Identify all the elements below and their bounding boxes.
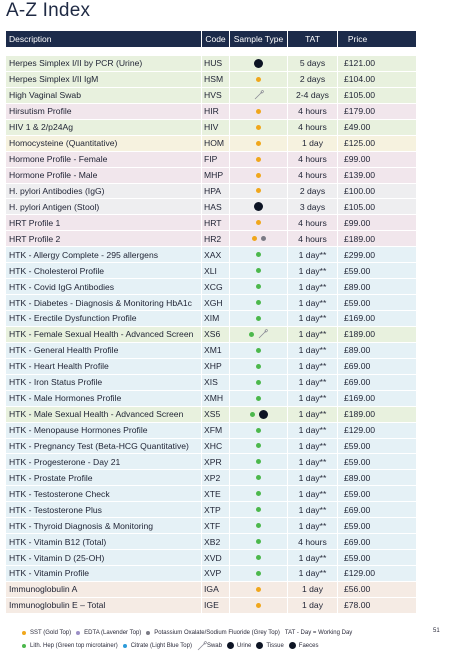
- sample-type-cell: [230, 72, 288, 87]
- sample-type-cell: [230, 104, 288, 119]
- test-description: HTK - Diabetes - Diagnosis & Monitoring HbA1c: [6, 295, 202, 310]
- table-row: [6, 566, 416, 582]
- legend-line-2: [22, 639, 432, 652]
- sample-type-cell: [230, 582, 288, 597]
- sst-gold-top-icon: [252, 236, 257, 241]
- sample-type-cell: [230, 120, 288, 135]
- test-price: £299.00: [344, 249, 376, 260]
- table-row: [6, 327, 416, 343]
- faeces-icon: [254, 202, 263, 211]
- test-code: MHP: [202, 168, 230, 183]
- test-description: HTK - Thyroid Diagnosis & Monitoring: [6, 518, 202, 533]
- test-description: Immunoglobulin E – Total: [6, 598, 202, 613]
- table-row: [6, 391, 416, 407]
- test-price: £104.00: [344, 74, 376, 85]
- sample-type-cell: [230, 311, 288, 326]
- table-row: [6, 311, 416, 327]
- test-code: XTP: [202, 502, 230, 517]
- sample-type-cell: [230, 454, 288, 469]
- urine-icon: [227, 642, 234, 649]
- test-description: HTK - Cholesterol Profile: [6, 263, 202, 278]
- grey-top-icon: [261, 236, 266, 241]
- test-price: £139.00: [344, 170, 376, 181]
- lith-hep-green-top-icon: [256, 268, 261, 273]
- legend-label: TAT - Day = Working Day: [284, 629, 353, 636]
- test-code: XP2: [202, 470, 230, 485]
- sst-gold-top-icon: [256, 587, 261, 592]
- table-row: [6, 470, 416, 486]
- turnaround-time: 1 day**: [288, 279, 338, 294]
- lith-hep-green-top-icon: [249, 332, 254, 337]
- test-code: HR2: [202, 231, 230, 246]
- test-code: XHC: [202, 439, 230, 454]
- legend-label: Swab: [206, 642, 222, 649]
- sample-type-cell: [230, 550, 288, 565]
- turnaround-time: 1 day**: [288, 327, 338, 342]
- sample-type-cell: [230, 152, 288, 167]
- lith-hep-green-top-icon: [256, 284, 261, 289]
- test-code: XFM: [202, 423, 230, 438]
- turnaround-time: 1 day**: [288, 391, 338, 406]
- table-row: [6, 168, 416, 184]
- turnaround-time: 1 day**: [288, 439, 338, 454]
- legend-item: [146, 630, 280, 636]
- test-description: Herpes Simplex I/II IgM: [6, 72, 202, 87]
- test-price: £59.00: [344, 552, 371, 563]
- test-code: XB2: [202, 534, 230, 549]
- sample-type-cell: [230, 279, 288, 294]
- test-description: HTK - Vitamin D (25-OH): [6, 550, 202, 565]
- test-price: £69.00: [344, 536, 371, 547]
- test-code: HVS: [202, 88, 230, 103]
- test-code: HAS: [202, 199, 230, 214]
- sample-type-cell: [230, 375, 288, 390]
- legend-label: Citrate (Light Blue Top): [130, 642, 192, 649]
- sst-gold-top-icon: [256, 188, 261, 193]
- page-title: A-Z Index: [6, 0, 91, 21]
- test-code: XVP: [202, 566, 230, 581]
- sample-type-cell: [230, 486, 288, 501]
- table-row: [6, 439, 416, 455]
- lith-hep-green-top-icon: [256, 443, 261, 448]
- legend-item: [22, 630, 71, 636]
- sample-type-legend: [22, 626, 432, 652]
- test-code: XTF: [202, 518, 230, 533]
- test-price: £59.00: [344, 297, 371, 308]
- turnaround-time: 3 days: [288, 199, 338, 214]
- legend-label: EDTA (Lavender Top): [84, 629, 142, 636]
- sample-type-cell: [230, 534, 288, 549]
- test-code: XCG: [202, 279, 230, 294]
- sample-type-cell: [230, 295, 288, 310]
- test-code: XTE: [202, 486, 230, 501]
- table-row: [6, 56, 416, 72]
- table-row: [6, 199, 416, 215]
- sst-gold-top-icon: [256, 157, 261, 162]
- header-tat: TAT: [288, 31, 338, 47]
- test-code: HRT: [202, 215, 230, 230]
- tissue-icon: [256, 642, 263, 649]
- citrate-blue-top-icon: [123, 644, 127, 648]
- table-row: [6, 534, 416, 550]
- lith-hep-green-top-icon: [256, 300, 261, 305]
- turnaround-time: 4 hours: [288, 231, 338, 246]
- test-price: £169.00: [344, 393, 376, 404]
- urine-icon: [254, 59, 263, 68]
- test-code: XMH: [202, 391, 230, 406]
- table-row: [6, 502, 416, 518]
- legend-label: Lith. Hep (Green top microtainer): [30, 642, 118, 649]
- turnaround-time: 1 day**: [288, 550, 338, 565]
- turnaround-time: 1 day**: [288, 343, 338, 358]
- table-row: [6, 263, 416, 279]
- lith-hep-green-top-icon: [256, 364, 261, 369]
- turnaround-time: 1 day**: [288, 454, 338, 469]
- turnaround-time: 4 hours: [288, 104, 338, 119]
- turnaround-time: 2 days: [288, 72, 338, 87]
- test-price: £179.00: [344, 106, 376, 117]
- sst-gold-top-icon: [256, 141, 261, 146]
- test-description: HTK - Male Sexual Health - Advanced Screen: [6, 407, 202, 422]
- test-description: HRT Profile 2: [6, 231, 202, 246]
- sample-type-cell: [230, 391, 288, 406]
- table-row: [6, 407, 416, 423]
- sample-type-cell: [230, 184, 288, 199]
- test-description: HRT Profile 1: [6, 215, 202, 230]
- swab-icon: [254, 90, 264, 100]
- test-code: XVD: [202, 550, 230, 565]
- test-price: £105.00: [344, 90, 376, 101]
- test-code: HSM: [202, 72, 230, 87]
- sample-type-cell: [230, 518, 288, 533]
- a-z-index-table: [6, 31, 416, 614]
- edta-lavender-top-icon: [76, 631, 80, 635]
- lith-hep-green-top-icon: [256, 507, 261, 512]
- test-price: £89.00: [344, 345, 371, 356]
- turnaround-time: 1 day**: [288, 423, 338, 438]
- legend-item: [289, 642, 319, 649]
- test-description: HTK - Vitamin Profile: [6, 566, 202, 581]
- test-description: HTK - Allergy Complete - 295 allergens: [6, 247, 202, 262]
- sst-gold-top-icon: [256, 109, 261, 114]
- lith-hep-green-top-icon: [256, 555, 261, 560]
- sample-type-cell: [230, 470, 288, 485]
- table-row: [6, 184, 416, 200]
- turnaround-time: 1 day**: [288, 359, 338, 374]
- legend-line-1: [22, 626, 432, 639]
- test-price: £189.00: [344, 233, 376, 244]
- turnaround-time: 1 day**: [288, 295, 338, 310]
- legend-label: Potassium Oxalate/Sodium Fluoride (Grey Top): [154, 629, 280, 636]
- table-row: [6, 120, 416, 136]
- lith-hep-green-top-icon: [22, 644, 26, 648]
- swab-icon: [197, 641, 207, 651]
- test-code: XIM: [202, 311, 230, 326]
- test-description: HTK - Erectile Dysfunction Profile: [6, 311, 202, 326]
- table-row: [6, 72, 416, 88]
- sample-type-cell: [230, 598, 288, 613]
- test-price: £59.00: [344, 440, 371, 451]
- table-row: [6, 518, 416, 534]
- table-row: [6, 279, 416, 295]
- sst-gold-top-icon: [22, 631, 26, 635]
- turnaround-time: 1 day**: [288, 263, 338, 278]
- lith-hep-green-top-icon: [256, 348, 261, 353]
- test-description: HTK - General Health Profile: [6, 343, 202, 358]
- test-code: XPR: [202, 454, 230, 469]
- lith-hep-green-top-icon: [256, 571, 261, 576]
- lith-hep-green-top-icon: [250, 412, 255, 417]
- legend-item: [227, 642, 251, 649]
- test-description: Herpes Simplex I/II by PCR (Urine): [6, 56, 202, 71]
- legend-item: [123, 643, 192, 649]
- test-code: IGE: [202, 598, 230, 613]
- test-code: XS6: [202, 327, 230, 342]
- test-price: £69.00: [344, 361, 371, 372]
- lith-hep-green-top-icon: [256, 428, 261, 433]
- table-body: [6, 56, 416, 614]
- test-price: £125.00: [344, 138, 376, 149]
- turnaround-time: 4 hours: [288, 152, 338, 167]
- turnaround-time: 1 day**: [288, 375, 338, 390]
- sample-type-cell: [230, 502, 288, 517]
- test-price: £99.00: [344, 154, 371, 165]
- test-code: IGA: [202, 582, 230, 597]
- test-code: HOM: [202, 136, 230, 151]
- sample-type-cell: [230, 88, 288, 103]
- lith-hep-green-top-icon: [256, 252, 261, 257]
- table-row: [6, 88, 416, 104]
- table-row: [6, 454, 416, 470]
- test-description: Homocysteine (Quantitative): [6, 136, 202, 151]
- sample-type-cell: [230, 359, 288, 374]
- turnaround-time: 1 day**: [288, 311, 338, 326]
- sample-type-cell: [230, 263, 288, 278]
- test-description: HTK - Female Sexual Health - Advanced Screen: [6, 327, 202, 342]
- test-description: H. pylori Antibodies (IgG): [6, 184, 202, 199]
- header-description: Description: [6, 31, 202, 47]
- sst-gold-top-icon: [256, 77, 261, 82]
- turnaround-time: 1 day**: [288, 247, 338, 262]
- test-price: £69.00: [344, 504, 371, 515]
- table-row: [6, 486, 416, 502]
- turnaround-time: 1 day: [288, 582, 338, 597]
- test-price: £56.00: [344, 584, 371, 595]
- test-price: £105.00: [344, 201, 376, 212]
- test-description: Hormone Profile - Female: [6, 152, 202, 167]
- turnaround-time: 5 days: [288, 56, 338, 71]
- table-row: [6, 215, 416, 231]
- lith-hep-green-top-icon: [256, 380, 261, 385]
- turnaround-time: 2-4 days: [288, 88, 338, 103]
- turnaround-time: 1 day: [288, 598, 338, 613]
- lith-hep-green-top-icon: [256, 316, 261, 321]
- turnaround-time: 1 day**: [288, 486, 338, 501]
- sst-gold-top-icon: [256, 603, 261, 608]
- test-description: HTK - Progesterone - Day 21: [6, 454, 202, 469]
- test-price: £59.00: [344, 520, 371, 531]
- test-description: HTK - Menopause Hormones Profile: [6, 423, 202, 438]
- sample-type-cell: [230, 566, 288, 581]
- legend-label: SST (Gold Top): [30, 629, 72, 636]
- sst-gold-top-icon: [256, 125, 261, 130]
- turnaround-time: 4 hours: [288, 120, 338, 135]
- test-code: XHP: [202, 359, 230, 374]
- test-description: HTK - Prostate Profile: [6, 470, 202, 485]
- grey-top-icon: [146, 631, 150, 635]
- sample-type-cell: [230, 168, 288, 183]
- test-description: HTK - Covid IgG Antibodies: [6, 279, 202, 294]
- table-row: [6, 359, 416, 375]
- table-row: [6, 104, 416, 120]
- legend-item: [22, 643, 118, 649]
- lith-hep-green-top-icon: [256, 396, 261, 401]
- test-code: XLI: [202, 263, 230, 278]
- table-header: [6, 31, 416, 47]
- legend-item: [285, 630, 352, 636]
- legend-item: [76, 630, 141, 636]
- test-price: £100.00: [344, 185, 376, 196]
- test-code: FIP: [202, 152, 230, 167]
- urine-icon: [259, 410, 268, 419]
- header-code: Code: [202, 31, 230, 47]
- test-description: H. pylori Antigen (Stool): [6, 199, 202, 214]
- test-description: HTK - Iron Status Profile: [6, 375, 202, 390]
- turnaround-time: 1 day**: [288, 566, 338, 581]
- sample-type-cell: [230, 343, 288, 358]
- table-row: [6, 550, 416, 566]
- test-code: HPA: [202, 184, 230, 199]
- legend-item: [197, 641, 222, 651]
- table-row: [6, 295, 416, 311]
- test-price: £89.00: [344, 281, 371, 292]
- legend-label: Faeces: [298, 642, 319, 649]
- lith-hep-green-top-icon: [256, 523, 261, 528]
- header-sample-type: Sample Type: [230, 31, 288, 47]
- lith-hep-green-top-icon: [256, 539, 261, 544]
- table-row: [6, 598, 416, 614]
- test-description: Hormone Profile - Male: [6, 168, 202, 183]
- test-code: XAX: [202, 247, 230, 262]
- sample-type-cell: [230, 327, 288, 342]
- table-row: [6, 343, 416, 359]
- turnaround-time: 4 hours: [288, 215, 338, 230]
- test-price: £189.00: [344, 409, 376, 420]
- sample-type-cell: [230, 136, 288, 151]
- turnaround-time: 1 day**: [288, 518, 338, 533]
- test-description: HTK - Testosterone Plus: [6, 502, 202, 517]
- faeces-icon: [289, 642, 296, 649]
- legend-label: Urine: [236, 642, 252, 649]
- table-row: [6, 582, 416, 598]
- test-price: £189.00: [344, 329, 376, 340]
- test-code: XGH: [202, 295, 230, 310]
- test-price: £69.00: [344, 377, 371, 388]
- test-description: HTK - Testosterone Check: [6, 486, 202, 501]
- test-price: £129.00: [344, 425, 376, 436]
- test-price: £59.00: [344, 488, 371, 499]
- test-code: HIR: [202, 104, 230, 119]
- test-description: High Vaginal Swab: [6, 88, 202, 103]
- test-code: HIV: [202, 120, 230, 135]
- turnaround-time: 4 hours: [288, 534, 338, 549]
- swab-icon: [258, 329, 268, 339]
- header-price: Price: [347, 34, 368, 44]
- test-price: £78.00: [344, 600, 371, 611]
- table-row: [6, 247, 416, 263]
- test-code: HUS: [202, 56, 230, 71]
- test-price: £129.00: [344, 568, 376, 579]
- legend-label: Tissue: [266, 642, 284, 649]
- page-number: 51: [433, 628, 440, 634]
- turnaround-time: 1 day**: [288, 407, 338, 422]
- table-row: [6, 152, 416, 168]
- test-description: HTK - Male Hormones Profile: [6, 391, 202, 406]
- test-description: Immunoglobulin A: [6, 582, 202, 597]
- test-description: HTK - Vitamin B12 (Total): [6, 534, 202, 549]
- turnaround-time: 1 day**: [288, 470, 338, 485]
- table-row: [6, 136, 416, 152]
- test-description: HIV 1 & 2/p24Ag: [6, 120, 202, 135]
- turnaround-time: 4 hours: [288, 168, 338, 183]
- test-description: HTK - Heart Health Profile: [6, 359, 202, 374]
- sample-type-cell: [230, 56, 288, 71]
- test-description: Hirsutism Profile: [6, 104, 202, 119]
- turnaround-time: 1 day: [288, 136, 338, 151]
- sample-type-cell: [230, 423, 288, 438]
- legend-item: [256, 642, 283, 649]
- lith-hep-green-top-icon: [256, 475, 261, 480]
- test-price: £59.00: [344, 456, 371, 467]
- test-price: £99.00: [344, 217, 371, 228]
- test-price: £59.00: [344, 265, 371, 276]
- test-price: £89.00: [344, 472, 371, 483]
- table-row: [6, 375, 416, 391]
- sample-type-cell: [230, 231, 288, 246]
- test-code: XS5: [202, 407, 230, 422]
- sample-type-cell: [230, 199, 288, 214]
- sample-type-cell: [230, 215, 288, 230]
- table-row: [6, 231, 416, 247]
- test-price: £49.00: [344, 122, 371, 133]
- sst-gold-top-icon: [256, 173, 261, 178]
- turnaround-time: 2 days: [288, 184, 338, 199]
- lith-hep-green-top-icon: [256, 491, 261, 496]
- test-code: XM1: [202, 343, 230, 358]
- sample-type-cell: [230, 407, 288, 422]
- sample-type-cell: [230, 439, 288, 454]
- test-description: HTK - Pregnancy Test (Beta-HCG Quantitative): [6, 439, 202, 454]
- sample-type-cell: [230, 247, 288, 262]
- turnaround-time: 1 day**: [288, 502, 338, 517]
- table-row: [6, 423, 416, 439]
- lith-hep-green-top-icon: [256, 459, 261, 464]
- test-price: £121.00: [344, 58, 376, 69]
- sst-gold-top-icon: [256, 220, 261, 225]
- test-code: XIS: [202, 375, 230, 390]
- test-price: £169.00: [344, 313, 376, 324]
